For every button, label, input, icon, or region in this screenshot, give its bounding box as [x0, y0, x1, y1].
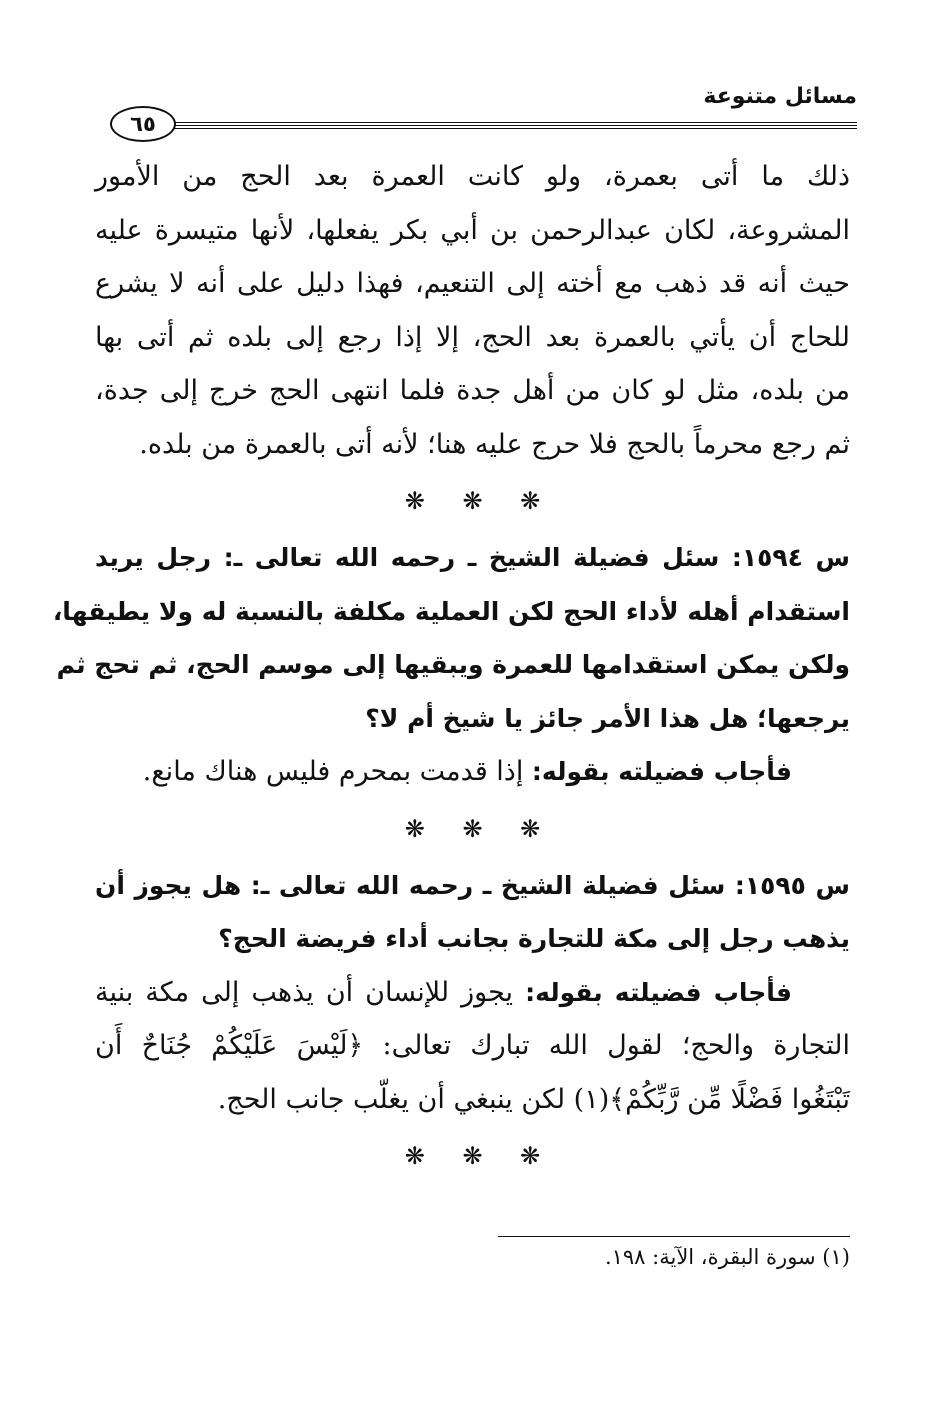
question-1595: [95, 859, 850, 966]
question-line: س ١٥٩٤: سئل فضيلة الشيخ ـ رحمه الله تعالى ـ: رجل يريد: [95, 543, 850, 572]
text-line: ثم رجع محرماً بالحج فلا حرج عليه هنا؛ لأنه أتى بالعمرة من بلده.: [139, 428, 850, 460]
question-line: استقدام أهله لأداء الحج لكن العملية مكلفة بالنسبة له ولا يطيقها،: [52, 596, 850, 626]
answer-line: التجارة والحج؛ لقول الله تبارك تعالى: ﴿لَيْسَ عَلَيْكُمْ جُنَاحٌ أَن: [95, 1030, 850, 1061]
answer-line: تَبْتَغُوا فَضْلًا مِّن رَّبِّكُمْ﴾(١) لكن ينبغي أن يغلّب جانب الحج.: [217, 1083, 850, 1115]
text-line: للحاج أن يأتي بالعمرة بعد الحج، إلا إذا رجع إلى بلده ثم أتى بها: [95, 321, 850, 353]
header-rule: [165, 122, 857, 126]
answer-lead: فأجاب فضيلته بقوله:: [525, 977, 792, 1007]
answer-line: [95, 966, 850, 1020]
answer-1594: [95, 745, 850, 799]
footnote: (١) سورة البقرة، الآية: ١٩٨.: [604, 1245, 850, 1269]
header-rule-thin: [165, 128, 857, 129]
section-separator: ❋ ❋ ❋: [404, 1142, 541, 1170]
question-line: يرجعها؛ هل هذا الأمر جائز يا شيخ أم لا؟: [365, 703, 850, 733]
section-separator: ❋ ❋ ❋: [404, 487, 541, 515]
paragraph-continued: [95, 150, 850, 471]
answer-1595: [95, 966, 850, 1127]
text-line: ذلك ما أتى بعمرة، ولو كانت العمرة بعد الحج من الأمور: [95, 161, 850, 192]
question-line: ولكن يمكن استقدامها للعمرة ويبقيها إلى موسم الحج، ثم تحج ثم: [56, 650, 850, 679]
question-line: س ١٥٩٥: سئل فضيلة الشيخ ـ رحمه الله تعالى ـ: هل يجوز أن: [95, 870, 851, 900]
question-line: يذهب رجل إلى مكة للتجارة بجانب أداء فريضة الحج؟: [218, 924, 850, 953]
footnote-rule: [498, 1236, 850, 1237]
text-line: من بلده، مثل لو كان من أهل جدة فلما انتهى الحج خرج إلى جدة،: [95, 375, 850, 406]
answer-text: يجوز للإنسان أن يذهب إلى مكة بنية: [95, 976, 526, 1008]
page-number: ٦٥: [110, 106, 176, 142]
running-title: مسائل متنوعة: [703, 84, 857, 109]
question-1594: [52, 531, 850, 745]
text-line: المشروعة، لكان عبدالرحمن بن أبي بكر يفعلها، لأنها متيسرة عليه: [95, 214, 850, 246]
text-line: حيث أنه قد ذهب مع أخته إلى التنعيم، فهذا دليل على أنه لا يشرع: [95, 268, 850, 299]
answer-text: إذا قدمت بمحرم فليس هناك مانع.: [142, 756, 532, 787]
section-separator: ❋ ❋ ❋: [404, 814, 541, 843]
page-content: [52, 150, 851, 1186]
answer-lead: فأجاب فضيلته بقوله:: [531, 757, 792, 786]
page-header: [95, 78, 857, 138]
